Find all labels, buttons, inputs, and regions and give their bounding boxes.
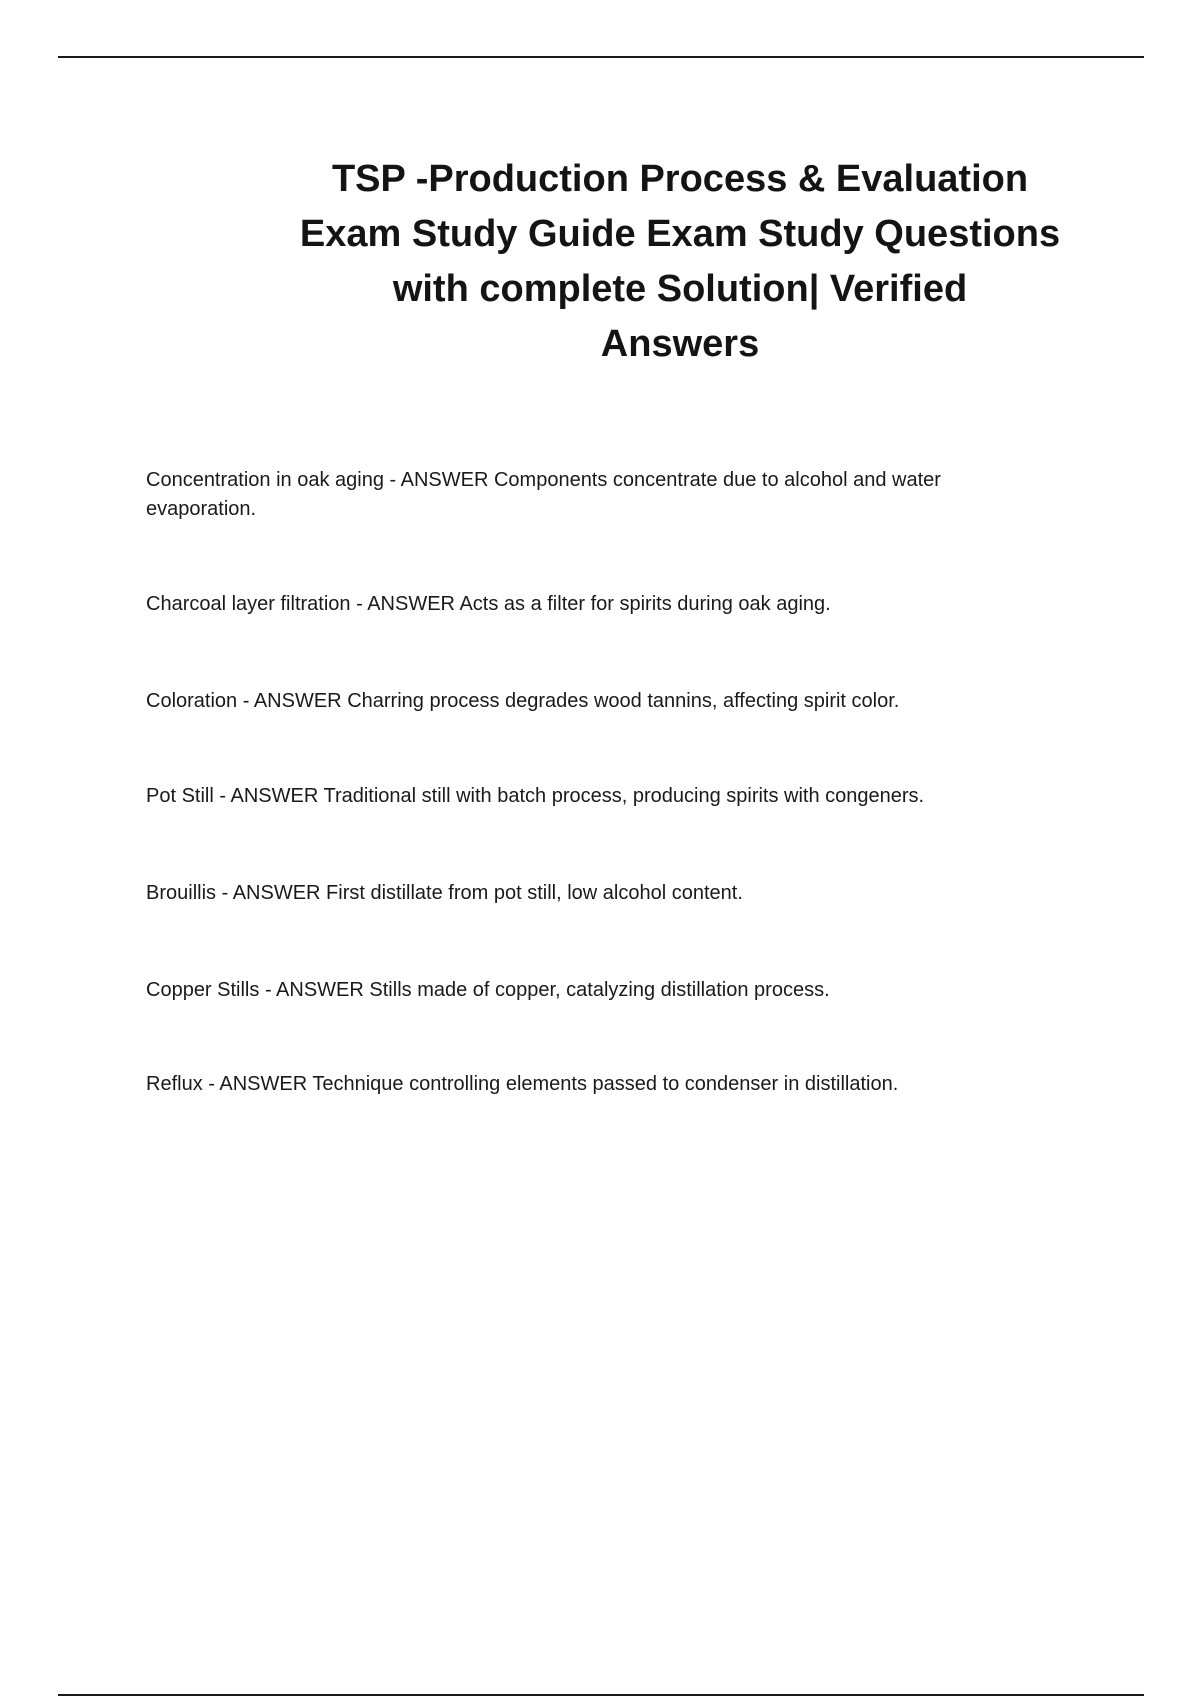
qa-term: Reflux bbox=[146, 1073, 203, 1095]
qa-separator: - ANSWER bbox=[237, 690, 348, 712]
qa-separator: - ANSWER bbox=[383, 469, 494, 491]
qa-item bbox=[146, 1070, 1006, 1099]
qa-answer: Traditional still with batch process, producing spirits with congeners. bbox=[323, 785, 925, 807]
title-line: Exam Study Guide Exam Study Questions bbox=[299, 213, 1061, 255]
qa-answer: Technique controlling elements passed to condenser in distillation. bbox=[312, 1073, 899, 1095]
title-line: with complete Solution| Verified bbox=[392, 268, 968, 310]
qa-term: Pot Still bbox=[146, 785, 214, 807]
qa-term: Coloration bbox=[146, 690, 238, 712]
qa-item bbox=[146, 976, 1006, 1005]
title-line: Answers bbox=[600, 323, 760, 365]
qa-answer: Acts as a filter for spirits during oak aging. bbox=[459, 593, 831, 615]
qa-separator: - ANSWER bbox=[202, 1073, 313, 1095]
qa-item bbox=[146, 879, 1006, 908]
qa-term: Copper Stills bbox=[146, 979, 260, 1001]
document-title bbox=[250, 152, 1110, 372]
qa-item bbox=[146, 590, 1006, 619]
qa-separator: - ANSWER bbox=[216, 882, 327, 904]
qa-item bbox=[146, 466, 986, 524]
qa-answer: Charring process degrades wood tannins, affecting spirit color. bbox=[347, 690, 900, 712]
qa-separator: - ANSWER bbox=[259, 979, 370, 1001]
title-line: TSP -Production Process & Evaluation bbox=[331, 158, 1029, 200]
qa-separator: - ANSWER bbox=[213, 785, 324, 807]
qa-term: Concentration in oak aging bbox=[146, 469, 384, 491]
qa-answer: First distillate from pot still, low alcohol content. bbox=[326, 882, 743, 904]
qa-separator: - ANSWER bbox=[350, 593, 460, 615]
qa-answer: Components concentrate due to alcohol and water evaporation. bbox=[146, 469, 941, 520]
qa-answer: Stills made of copper, catalyzing distillation process. bbox=[369, 979, 830, 1001]
qa-term: Charcoal layer filtration bbox=[146, 593, 351, 615]
footer-rule bbox=[58, 1694, 1144, 1696]
qa-item bbox=[146, 687, 1006, 716]
header-rule bbox=[58, 56, 1144, 58]
qa-term: Brouillis bbox=[146, 882, 217, 904]
qa-item bbox=[146, 782, 1006, 811]
